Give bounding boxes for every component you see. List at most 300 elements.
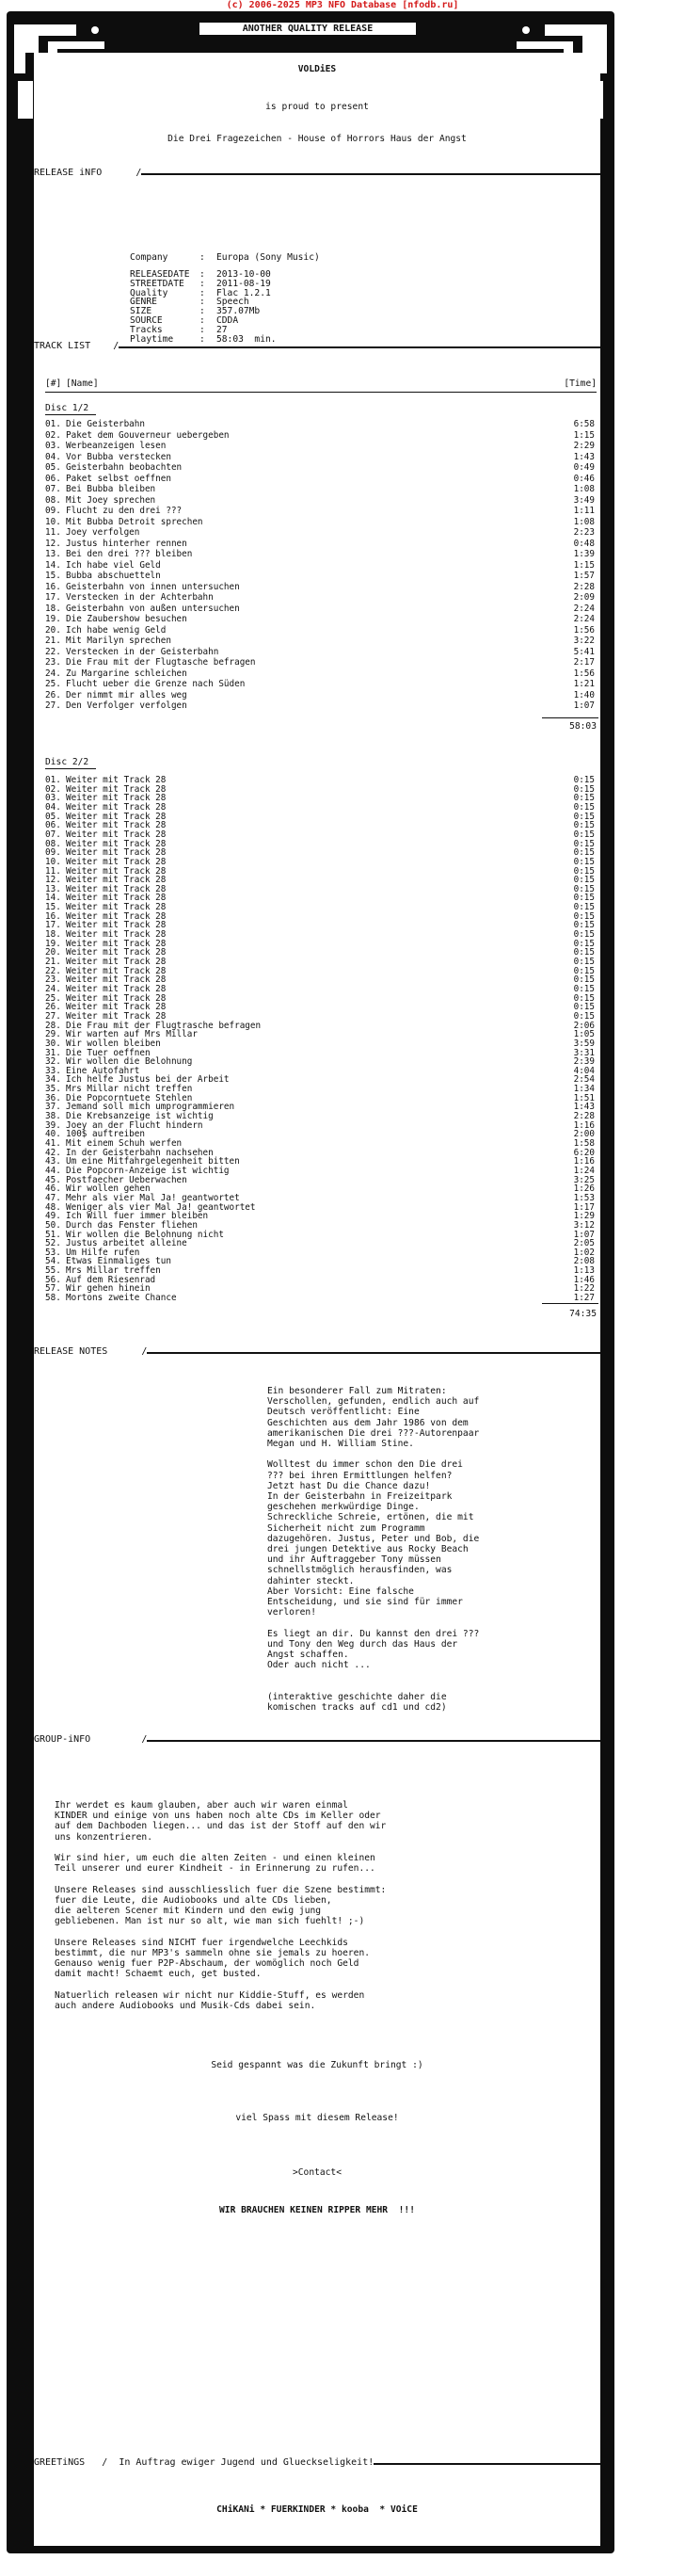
track-number: 11. [45, 865, 61, 877]
track-row [45, 539, 598, 549]
track-duration: 2:54 [573, 1074, 595, 1086]
track-number: 21. [45, 957, 61, 967]
track-title: Durch das Fenster fliehen [66, 1219, 198, 1231]
track-number: 39. [45, 1119, 61, 1131]
track-number: 48. [45, 1201, 61, 1213]
track-row [45, 1221, 598, 1231]
track-number: 01. [45, 775, 61, 785]
col-number-header: [#] [45, 378, 62, 389]
track-number: 17. [45, 592, 61, 603]
info-label: Company [130, 252, 168, 263]
track-number: 50. [45, 1219, 61, 1231]
track-duration: 0:15 [573, 938, 595, 949]
info-label: GENRE [130, 297, 157, 308]
track-duration: 1:05 [573, 1029, 595, 1040]
track-row [45, 1167, 598, 1176]
track-duration: 1:43 [573, 451, 595, 462]
track-number: 16. [45, 910, 61, 922]
info-label: Playtime [130, 333, 174, 345]
track-title: Weiter mit Track 28 [66, 929, 167, 941]
track-number: 27. [45, 700, 61, 711]
track-duration: 0:15 [573, 847, 595, 859]
track-duration: 0:15 [573, 820, 595, 831]
track-number: 16. [45, 581, 61, 592]
track-number: 05. [45, 811, 61, 822]
track-duration: 0:15 [573, 875, 595, 886]
presents-text: is proud to present [265, 102, 369, 112]
notes-line: dazugehören. Justus, Peter und Bob, die [267, 1533, 480, 1544]
group-name: VOLDiES [297, 64, 337, 74]
track-number: 13. [45, 549, 61, 559]
track-duration: 3:22 [573, 636, 595, 646]
track-title: Ich helfe Justus bei der Arbeit [66, 1074, 230, 1086]
track-duration: 2:09 [573, 592, 595, 603]
track-title: Joey verfolgen [66, 527, 140, 538]
track-number: 49. [45, 1211, 61, 1222]
track-duration: 1:53 [573, 1192, 595, 1203]
track-title: Postfaecher Ueberwachen [66, 1174, 187, 1185]
track-title: Weiter mit Track 28 [66, 957, 167, 967]
track-duration: 1:17 [573, 1201, 595, 1213]
track-row [45, 1039, 598, 1049]
track-number: 12. [45, 875, 61, 886]
track-number: 23. [45, 974, 61, 986]
track-duration: 2:29 [573, 441, 595, 451]
group-info-line: KINDER und einige von uns haben noch alte CDs im Keller oder [55, 1811, 381, 1822]
info-label: Tracks [130, 324, 163, 335]
track-duration: 1:56 [573, 668, 595, 679]
track-number: 18. [45, 603, 61, 614]
notes-line: Jetzt hast Du die Chance dazu! [267, 1480, 431, 1491]
info-value: 58:03 min. [216, 333, 277, 345]
track-title: Mit Bubba Detroit sprechen [66, 516, 203, 527]
track-title: Mortons zweite Chance [66, 1293, 177, 1304]
track-number: 15. [45, 902, 61, 913]
info-sep: : [199, 269, 205, 280]
track-row [45, 1294, 598, 1303]
group-info-line: Genauso wenig fuer P2P-Abschaum, der womöglich noch Geld [55, 1958, 359, 1969]
track-title: Die Krebsanzeige ist wichtig [66, 1111, 214, 1122]
track-title: Ich habe wenig Geld [66, 624, 167, 636]
greetings-names: CHiKANi * FUERKINDER * kooba * VOiCE [216, 2504, 418, 2515]
site-banner: (c) 2006-2025 MP3 NFO Database [nfodb.ru] [0, 0, 685, 11]
track-duration: 0:15 [573, 1002, 595, 1013]
track-duration: 0:48 [573, 538, 595, 549]
track-duration: 1:26 [573, 1183, 595, 1195]
track-duration: 1:56 [573, 624, 595, 636]
info-value: Europa (Sony Music) [216, 252, 320, 263]
track-number: 52. [45, 1238, 61, 1249]
track-title: Weiter mit Track 28 [66, 983, 167, 994]
contact-link[interactable]: >Contact< [293, 2167, 342, 2178]
track-duration: 2:23 [573, 527, 595, 538]
track-number: 34. [45, 1074, 61, 1086]
info-sep: : [199, 333, 205, 345]
track-row [45, 496, 598, 506]
notes-line: In der Geisterbahn in Freizeitpark [267, 1491, 453, 1502]
track-number: 20. [45, 624, 61, 636]
info-value: 2013-10-00 [216, 269, 271, 280]
group-info-line: bestimmt, die nur MP3's sammeln ohne sie jemals zu hoeren. [55, 1947, 371, 1958]
nfo-frame [7, 11, 614, 2553]
track-title: Weiter mit Track 28 [66, 920, 167, 931]
track-duration: 0:15 [573, 902, 595, 913]
notes-line: Wolltest du immer schon den Die drei [267, 1459, 463, 1471]
track-number: 55. [45, 1265, 61, 1277]
divider [45, 414, 96, 415]
track-duration: 0:15 [573, 801, 595, 813]
track-title: Weiter mit Track 28 [66, 883, 167, 894]
track-number: 43. [45, 1156, 61, 1167]
track-number: 22. [45, 646, 61, 657]
track-number: 29. [45, 1029, 61, 1040]
track-number: 32. [45, 1056, 61, 1068]
track-duration: 1:16 [573, 1156, 595, 1167]
track-number: 36. [45, 1092, 61, 1103]
track-title: Mit Joey sprechen [66, 494, 156, 506]
track-number: 05. [45, 462, 61, 473]
notes-line: amerikanischen Die drei ???-Autorenpaar [267, 1427, 480, 1439]
track-title: Die Popcorn-Anzeige ist wichtig [66, 1165, 230, 1176]
track-number: 33. [45, 1065, 61, 1076]
track-duration: 1:02 [573, 1247, 595, 1258]
info-label: RELEASEDATE [130, 269, 190, 280]
track-title: Weiter mit Track 28 [66, 793, 167, 804]
notes-line: verloren! [267, 1607, 316, 1618]
group-info-line: damit macht! Schaemt euch, get busted. [55, 1969, 262, 1980]
track-number: 27. [45, 1010, 61, 1022]
track-title: Weniger als vier Mal Ja! geantwortet [66, 1201, 256, 1213]
track-title: Weiter mit Track 28 [66, 838, 167, 849]
track-title: Die Frau mit der Flugtrasche befragen [66, 1020, 262, 1031]
track-duration: 0:15 [573, 929, 595, 941]
track-duration: 2:24 [573, 614, 595, 624]
track-row [45, 453, 598, 462]
track-row [45, 830, 598, 840]
info-sep: : [199, 306, 205, 317]
track-number: 54. [45, 1256, 61, 1267]
notes-line: und ihr Auftraggeber Tony müssen [267, 1554, 441, 1566]
track-duration: 2:17 [573, 657, 595, 668]
nfo-paper [34, 53, 600, 2546]
info-sep: : [199, 315, 205, 326]
notes-line: Es liegt an dir. Du kannst den drei ??? [267, 1628, 480, 1639]
group-info-line: Wir sind hier, um euch die alten Zeiten - und einen kleinen [55, 1853, 375, 1863]
notes-line: drei jungen Detektive aus Rocky Beach [267, 1544, 469, 1554]
track-duration: 0:15 [573, 838, 595, 849]
track-title: Weiter mit Track 28 [66, 801, 167, 813]
track-number: 22. [45, 965, 61, 976]
track-title: Vor Bubba verstecken [66, 451, 171, 462]
track-number: 51. [45, 1229, 61, 1240]
track-title: Weiter mit Track 28 [66, 992, 167, 1004]
track-number: 42. [45, 1147, 61, 1158]
track-duration: 0:15 [573, 883, 595, 894]
track-duration: 1:24 [573, 1165, 595, 1176]
notes-line: Verschollen, gefunden, endlich auch auf [267, 1396, 480, 1408]
track-title: Weiter mit Track 28 [66, 947, 167, 958]
notes-line: Aber Vorsicht: Eine falsche [267, 1586, 414, 1597]
notes-line: Oder auch nicht ... [267, 1660, 371, 1671]
track-row [45, 550, 598, 559]
track-title: Weiter mit Track 28 [66, 875, 167, 886]
divider [45, 768, 96, 769]
track-title: Weiter mit Track 28 [66, 974, 167, 986]
track-title: Den Verfolger verfolgen [66, 700, 187, 711]
divider [542, 717, 598, 718]
track-title: Etwas Einmaliges tun [66, 1256, 171, 1267]
group-info-line: Unsere Releases sind ausschliesslich fuer die Szene bestimmt: [55, 1884, 387, 1895]
track-number: 18. [45, 929, 61, 941]
track-duration: 0:15 [573, 775, 595, 785]
track-title: Bubba abschuetteln [66, 571, 161, 581]
track-row [45, 485, 598, 494]
track-title: Weiter mit Track 28 [66, 902, 167, 913]
track-duration: 6:20 [573, 1147, 595, 1158]
track-title: Ich habe viel Geld [66, 559, 161, 571]
ripper-line: WIR BRAUCHEN KEINEN RIPPER MEHR !!! [219, 2205, 415, 2215]
track-row [45, 691, 598, 700]
disc2-total: 74:35 [569, 1309, 597, 1319]
track-number: 09. [45, 506, 61, 516]
group-info-line: auf dem Dachboden liegen... und das ist der Stoff auf den wir [55, 1821, 387, 1832]
track-number: 06. [45, 820, 61, 831]
track-row [45, 701, 598, 711]
info-sep: : [199, 287, 205, 298]
notes-line: Geschichten aus dem Jahr 1986 von dem [267, 1417, 469, 1428]
track-duration: 1:34 [573, 1084, 595, 1095]
track-title: Ich Will fuer immer bleiben [66, 1211, 209, 1222]
track-number: 15. [45, 571, 61, 581]
track-title: Weiter mit Track 28 [66, 820, 167, 831]
track-title: Verstecken in der Achterbahn [66, 592, 214, 603]
track-duration: 0:15 [573, 920, 595, 931]
track-title: Verstecken in der Geisterbahn [66, 646, 219, 657]
track-title: Weiter mit Track 28 [66, 856, 167, 867]
track-row [45, 583, 598, 592]
track-number: 10. [45, 516, 61, 527]
group-info-line: die aelteren Scener mit Kindern und den ewig jung [55, 1906, 322, 1916]
track-duration: 1:43 [573, 1102, 595, 1113]
track-duration: 1:11 [573, 506, 595, 516]
track-row [45, 658, 598, 668]
notes-line: geschehen merkwürdige Dinge. [267, 1502, 420, 1513]
track-duration: 0:15 [573, 910, 595, 922]
track-duration: 0:15 [573, 793, 595, 804]
track-number: 44. [45, 1165, 61, 1176]
track-title: Weiter mit Track 28 [66, 965, 167, 976]
track-row [45, 442, 598, 451]
col-time-header: [Time] [564, 378, 597, 389]
track-title: Weiter mit Track 28 [66, 783, 167, 795]
track-row [45, 431, 598, 441]
notes-line: und Tony den Weg durch das Haus der [267, 1638, 458, 1650]
track-number: 46. [45, 1183, 61, 1195]
track-title: Bei den drei ??? bleiben [66, 549, 193, 559]
track-number: 41. [45, 1138, 61, 1149]
track-duration: 0:15 [573, 974, 595, 986]
track-title: Werbeanzeigen lesen [66, 441, 167, 451]
track-number: 02. [45, 429, 61, 441]
section-release-notes: RELEASE NOTES / [34, 1346, 148, 1357]
track-number: 01. [45, 419, 61, 429]
track-duration: 0:15 [573, 992, 595, 1004]
track-duration: 2:00 [573, 1129, 595, 1140]
track-title: Weiter mit Track 28 [66, 893, 167, 904]
track-title: Wir wollen bleiben [66, 1038, 161, 1049]
group-info-line: Ihr werdet es kaum glauben, aber auch wir waren einmal [55, 1800, 348, 1811]
track-row [45, 420, 598, 429]
track-title: Weiter mit Track 28 [66, 829, 167, 840]
track-number: 06. [45, 473, 61, 484]
info-value: Flac 1.2.1 [216, 287, 271, 298]
track-title: Justus arbeitet alleine [66, 1238, 187, 1249]
notes-line: Angst schaffen. [267, 1650, 349, 1660]
track-title: Flucht zu den drei ??? [66, 506, 183, 516]
track-duration: 1:21 [573, 679, 595, 689]
track-number: 57. [45, 1283, 61, 1295]
track-duration: 3:12 [573, 1219, 595, 1231]
track-duration: 0:15 [573, 783, 595, 795]
track-duration: 3:31 [573, 1047, 595, 1058]
track-row [45, 803, 598, 813]
future-line: Seid gespannt was die Zukunft bringt :) [211, 2060, 423, 2070]
track-number: 56. [45, 1274, 61, 1285]
track-row [45, 626, 598, 636]
track-duration: 1:07 [573, 1229, 595, 1240]
track-duration: 1:57 [573, 571, 595, 581]
track-title: Wir warten auf Mrs Millar [66, 1029, 198, 1040]
group-info-line: fuer die Leute, die Audiobooks und alte CDs lieben, [55, 1894, 332, 1906]
group-info-line: Teil unserer und eurer Kindheit - in Erinnerung zu rufen... [55, 1863, 375, 1875]
track-number: 19. [45, 938, 61, 949]
track-title: Weiter mit Track 28 [66, 1010, 167, 1022]
track-title: Weiter mit Track 28 [66, 1002, 167, 1013]
group-info-line: gebliebenen. Man ist nur so alt, wie man sich fuehlt! ;-) [55, 1916, 365, 1927]
track-number: 37. [45, 1102, 61, 1113]
track-row [45, 858, 598, 867]
track-title: Um Hilfe rufen [66, 1247, 140, 1258]
track-title: Mit Marilyn sprechen [66, 636, 171, 646]
track-row [45, 1012, 598, 1022]
track-duration: 3:59 [573, 1038, 595, 1049]
track-number: 21. [45, 636, 61, 646]
info-sep: : [199, 252, 205, 263]
track-title: Bei Bubba bleiben [66, 484, 156, 494]
disc2-label: Disc 2/2 [45, 757, 89, 767]
track-title: Geisterbahn beobachten [66, 462, 183, 473]
track-number: 25. [45, 992, 61, 1004]
track-duration: 0:15 [573, 965, 595, 976]
info-sep: : [199, 324, 205, 335]
track-number: 28. [45, 1020, 61, 1031]
track-row [45, 518, 598, 527]
track-row [45, 572, 598, 581]
track-duration: 1:29 [573, 1211, 595, 1222]
track-duration: 2:05 [573, 1238, 595, 1249]
section-group-info: GROUP-iNFO / [34, 1734, 148, 1745]
track-number: 12. [45, 538, 61, 549]
track-row [45, 669, 598, 679]
track-row [45, 463, 598, 473]
track-duration: 2:06 [573, 1020, 595, 1031]
notes-line: Entscheidung, und sie sind für immer [267, 1597, 463, 1607]
track-number: 14. [45, 893, 61, 904]
info-value: 27 [216, 324, 228, 335]
track-duration: 1:15 [573, 429, 595, 441]
track-number: 14. [45, 559, 61, 571]
track-duration: 0:49 [573, 462, 595, 473]
track-title: Wir wollen gehen [66, 1183, 151, 1195]
group-info-line: uns konzentrieren. [55, 1831, 152, 1843]
track-title: Justus hinterher rennen [66, 538, 187, 549]
section-release-info: RELEASE iNFO / [34, 168, 142, 178]
track-row [45, 636, 598, 646]
track-duration: 1:16 [573, 1119, 595, 1131]
track-duration: 0:15 [573, 983, 595, 994]
track-number: 07. [45, 829, 61, 840]
track-title: Jemand soll mich umprogrammieren [66, 1102, 235, 1113]
info-label: SOURCE [130, 315, 163, 326]
track-row [45, 1194, 598, 1203]
track-title: Eine Autofahrt [66, 1065, 140, 1076]
track-number: 11. [45, 527, 61, 538]
track-title: Der nimmt mir alles weg [66, 689, 187, 700]
track-duration: 1:08 [573, 484, 595, 494]
notes-line: Sicherheit nicht zum Programm [267, 1522, 425, 1534]
track-number: 31. [45, 1047, 61, 1058]
track-number: 26. [45, 1002, 61, 1013]
track-duration: 0:15 [573, 865, 595, 877]
track-title: Paket dem Gouverneur uebergeben [66, 429, 230, 441]
track-number: 26. [45, 689, 61, 700]
notes-line: Megan und H. William Stine. [267, 1439, 414, 1449]
track-duration: 1:07 [573, 700, 595, 711]
track-number: 08. [45, 838, 61, 849]
track-duration: 0:15 [573, 947, 595, 958]
track-duration: 4:04 [573, 1065, 595, 1076]
track-title: Weiter mit Track 28 [66, 847, 167, 859]
info-sep: : [199, 278, 205, 289]
track-row [45, 593, 598, 603]
track-duration: 2:28 [573, 581, 595, 592]
track-number: 25. [45, 679, 61, 689]
track-title: Mrs Millar nicht treffen [66, 1084, 193, 1095]
track-duration: 1:51 [573, 1092, 595, 1103]
divider [45, 392, 597, 393]
track-title: Die Frau mit der Flugtasche befragen [66, 657, 256, 668]
track-title: Die Geisterbahn [66, 419, 145, 429]
track-title: Mrs Millar treffen [66, 1265, 161, 1277]
group-info-line: Natuerlich releasen wir nicht nur Kiddie-Stuff, es werden [55, 1989, 365, 2001]
track-duration: 5:41 [573, 646, 595, 657]
track-title: Zu Margarine schleichen [66, 668, 187, 679]
track-number: 30. [45, 1038, 61, 1049]
track-row [45, 475, 598, 484]
track-number: 03. [45, 441, 61, 451]
track-title: Die Zaubershow besuchen [66, 614, 187, 624]
track-title: Wir wollen die Belohnung nicht [66, 1229, 224, 1240]
track-title: Weiter mit Track 28 [66, 775, 167, 785]
track-title: Wir wollen die Belohnung [66, 1056, 193, 1068]
track-duration: 1:46 [573, 1274, 595, 1285]
track-title: Um eine Mitfahrgelegenheit bitten [66, 1156, 240, 1167]
track-title: Auf dem Riesenrad [66, 1274, 156, 1285]
track-row [45, 615, 598, 624]
track-number: 24. [45, 983, 61, 994]
section-greetings: GREETiNGS / In Auftrag ewiger Jugend und Glueckseligkeit! [34, 2457, 374, 2468]
info-label: SIZE [130, 306, 152, 317]
